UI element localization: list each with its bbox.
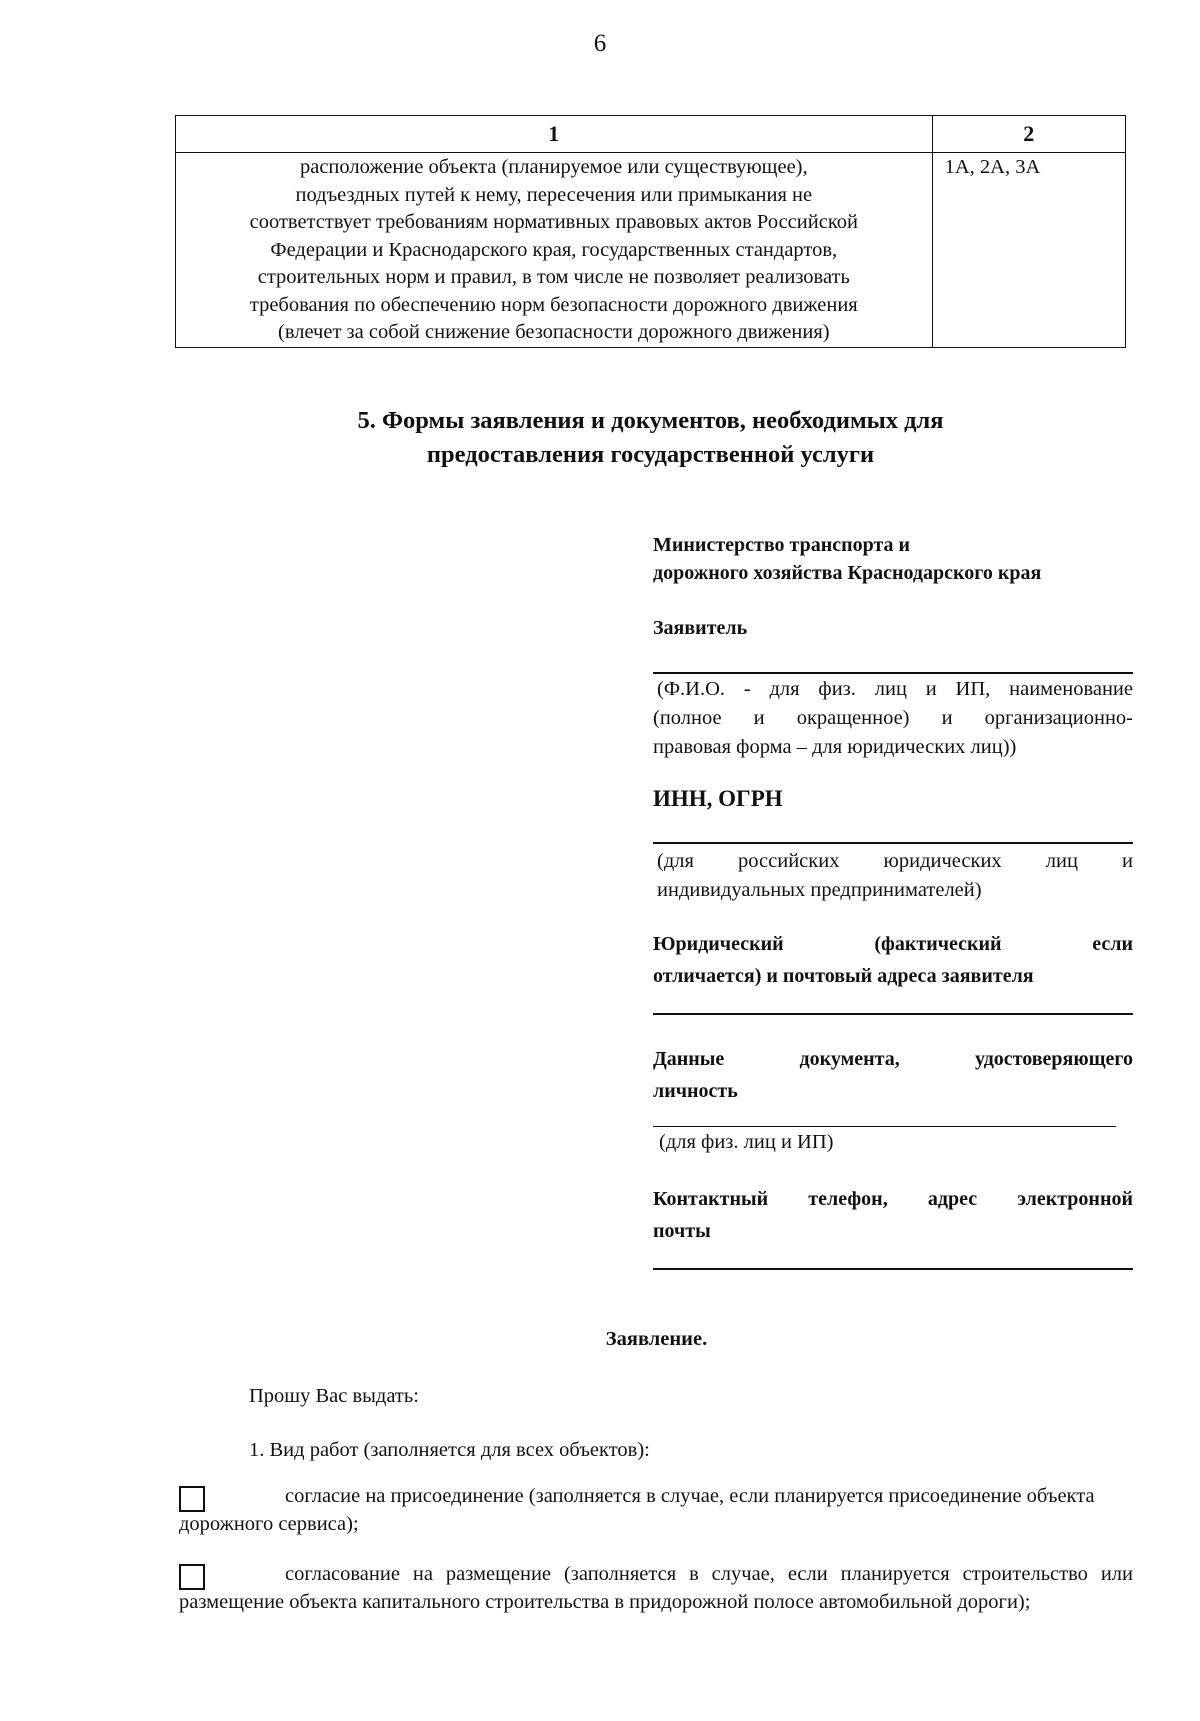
- table-header-col2: 2: [932, 116, 1125, 153]
- addressee-line1: Министерство транспорта и: [653, 534, 911, 556]
- cell-line: (влечет за собой снижение безопасности дорожного движения): [278, 321, 830, 343]
- table-header-col1: 1: [176, 116, 933, 153]
- contact-label: [653, 1183, 1133, 1247]
- cell-line: Федерации и Краснодарского края, государственных стандартов,: [270, 238, 838, 261]
- cell-line: строительных норм и правил, в том числе не позволяет реализовать: [257, 266, 850, 288]
- section-title-line1: 5. Формы заявления и документов, необходимых для: [357, 407, 944, 434]
- contact-fill-line[interactable]: [653, 1268, 1133, 1270]
- id-document-fill-line[interactable]: [653, 1126, 1116, 1127]
- page-number: 6: [593, 30, 607, 57]
- cell-line: соответствует требованиям нормативных правовых актов Российской: [249, 211, 858, 233]
- address-label-line1: Юридический (фактический если: [653, 933, 1133, 955]
- id-document-label-line2: личность: [653, 1080, 738, 1102]
- inn-hint-line2: индивидуальных предпринимателей): [657, 879, 982, 901]
- inn-hint-line1: (для российских юридических лиц и: [657, 850, 1133, 872]
- addressee-line2: дорожного хозяйства Краснодарского края: [653, 562, 1042, 584]
- applicant-label: Заявитель: [653, 617, 748, 639]
- id-document-label: [653, 1043, 1133, 1107]
- applicant-hint-line3: правовая форма – для юридических лиц)): [653, 736, 1017, 758]
- address-label-line2: отличается) и почтовый адреса заявителя: [653, 965, 1034, 987]
- connection-consent-text: согласие на присоединение (заполняется в случае, если планируется присоединение объекта дорожного сервиса);: [179, 1485, 1095, 1535]
- section-title-line2: предоставления государственной услуги: [426, 441, 875, 468]
- table-cell-codes: [932, 153, 1125, 348]
- inn-label: ИНН, ОГРН: [653, 786, 783, 811]
- applicant-hint-line1: (Ф.И.О. - для физ. лиц и ИП, наименование: [657, 678, 1133, 700]
- inn-hint: [653, 847, 1133, 905]
- addressee-block: [653, 531, 1133, 587]
- table-row: [176, 153, 1126, 348]
- id-document-label-line1: Данные документа, удостоверяющего: [653, 1048, 1133, 1070]
- cell-line: подъездных путей к нему, пересечения или примыкания не: [295, 183, 813, 206]
- inn-fill-line[interactable]: [653, 842, 1133, 844]
- address-fill-line[interactable]: [653, 1013, 1133, 1015]
- table-cell-description: [176, 153, 933, 348]
- applicant-fill-line[interactable]: [653, 672, 1133, 674]
- cell-line: расположение объекта (планируемое или существующее),: [299, 156, 808, 178]
- applicant-hint-line2: (полное и окращенное) и организационно-: [653, 707, 1133, 729]
- contact-label-line1: Контактный телефон, адрес электронной: [653, 1188, 1133, 1210]
- contact-label-line2: почты: [653, 1220, 711, 1242]
- section-title: [175, 404, 1126, 472]
- statement-title: Заявление.: [605, 1328, 708, 1350]
- cell-line: требования по обеспечению норм безопасности дорожного движения: [249, 293, 858, 316]
- placement-approval-text: согласование на размещение (заполняется в случае, если планируется строительство или размещение объекта капитального строительства в придорожной полосе автомобильной дороги);: [179, 1563, 1133, 1613]
- id-document-hint: (для физ. лиц и ИП): [659, 1131, 834, 1153]
- address-label: [653, 928, 1133, 992]
- work-type-item: 1. Вид работ (заполняется для всех объектов):: [249, 1439, 650, 1461]
- table-header-row: [176, 116, 1126, 153]
- request-text: Прошу Вас выдать:: [249, 1385, 419, 1407]
- codes-text: 1А, 2А, 3А: [944, 156, 1041, 178]
- criteria-table: [175, 115, 1126, 348]
- applicant-hint: [653, 675, 1133, 762]
